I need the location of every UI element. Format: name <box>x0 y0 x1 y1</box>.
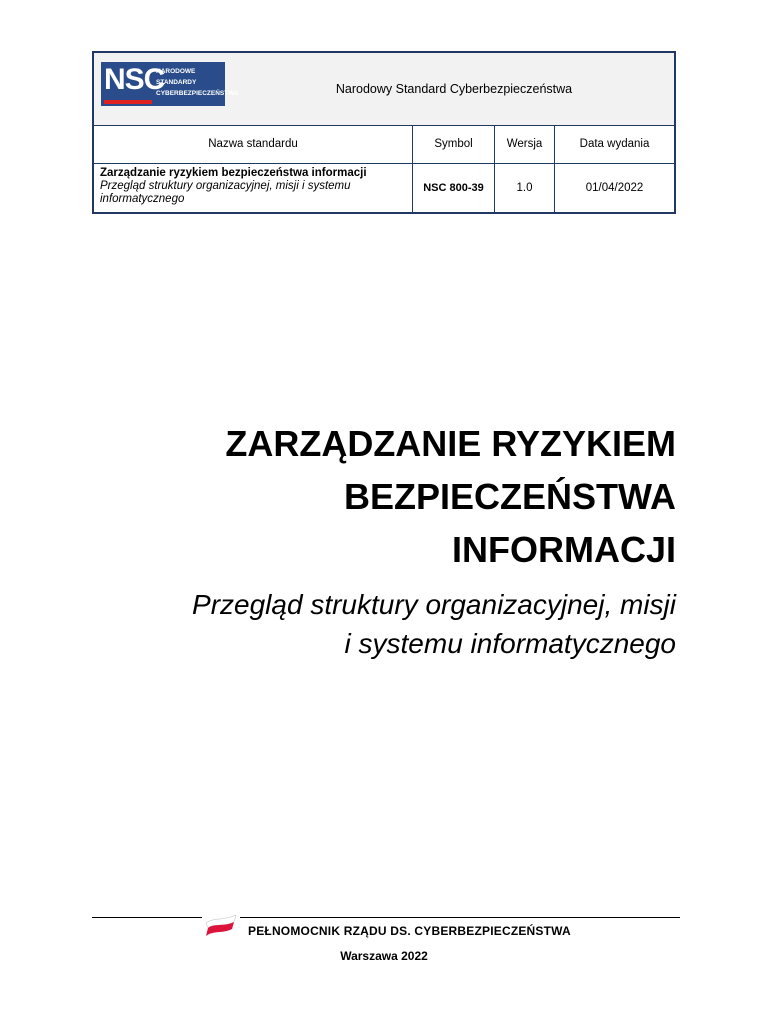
subtitle-line-2: i systemu informatycznego <box>344 628 676 659</box>
footer-rule-left <box>92 917 202 918</box>
title-line-3: INFORMACJI <box>452 529 676 570</box>
document-header-table <box>92 51 676 214</box>
col-header-symbol: Symbol <box>413 125 495 163</box>
col-header-version: Wersja <box>495 125 555 163</box>
nsc-logo-line1: NARODOWE <box>156 68 196 75</box>
document-subtitle <box>56 585 676 663</box>
column-header-row <box>94 125 674 164</box>
standard-subname: Przegląd struktury organizacyjnej, misji i systemu informatycznego <box>100 180 351 205</box>
standard-date: 01/04/2022 <box>585 182 644 194</box>
document-title <box>76 417 676 576</box>
footer-organization: PEŁNOMOCNIK RZĄDU DS. CYBERBEZPIECZEŃSTWA <box>248 924 571 938</box>
standard-name-cell <box>94 164 413 212</box>
footer-place-year: Warszawa 2022 <box>340 949 428 963</box>
standard-data-row <box>94 164 674 212</box>
standard-symbol: NSC 800-39 <box>413 164 495 212</box>
header-title: Narodowy Standard Cyberbezpieczeństwa <box>335 82 573 96</box>
nsc-logo-line3: CYBERBEZPIECZEŃSTWA <box>156 90 239 97</box>
nsc-logo-line2: STANDARDY <box>156 79 197 86</box>
nsc-logo-text <box>156 66 239 99</box>
header-top-row <box>94 53 674 126</box>
col-header-date: Data wydania <box>579 138 650 150</box>
standard-name: Zarządzanie ryzykiem bezpieczeństwa informacji <box>100 167 367 179</box>
nsc-logo-red-bar <box>104 100 152 104</box>
nsc-logo <box>101 62 239 106</box>
subtitle-line-1: Przegląd struktury organizacyjnej, misji <box>192 589 676 620</box>
title-line-1: ZARZĄDZANIE RYZYKIEM <box>225 423 676 464</box>
footer-rule-right <box>240 917 680 918</box>
nsc-logo-abbr: NSC <box>104 63 165 96</box>
standard-version: 1.0 <box>495 164 555 212</box>
title-line-2: BEZPIECZEŃSTWA <box>343 476 676 517</box>
col-header-name: Nazwa standardu <box>94 125 413 163</box>
polish-flag-logo-icon <box>204 913 238 939</box>
